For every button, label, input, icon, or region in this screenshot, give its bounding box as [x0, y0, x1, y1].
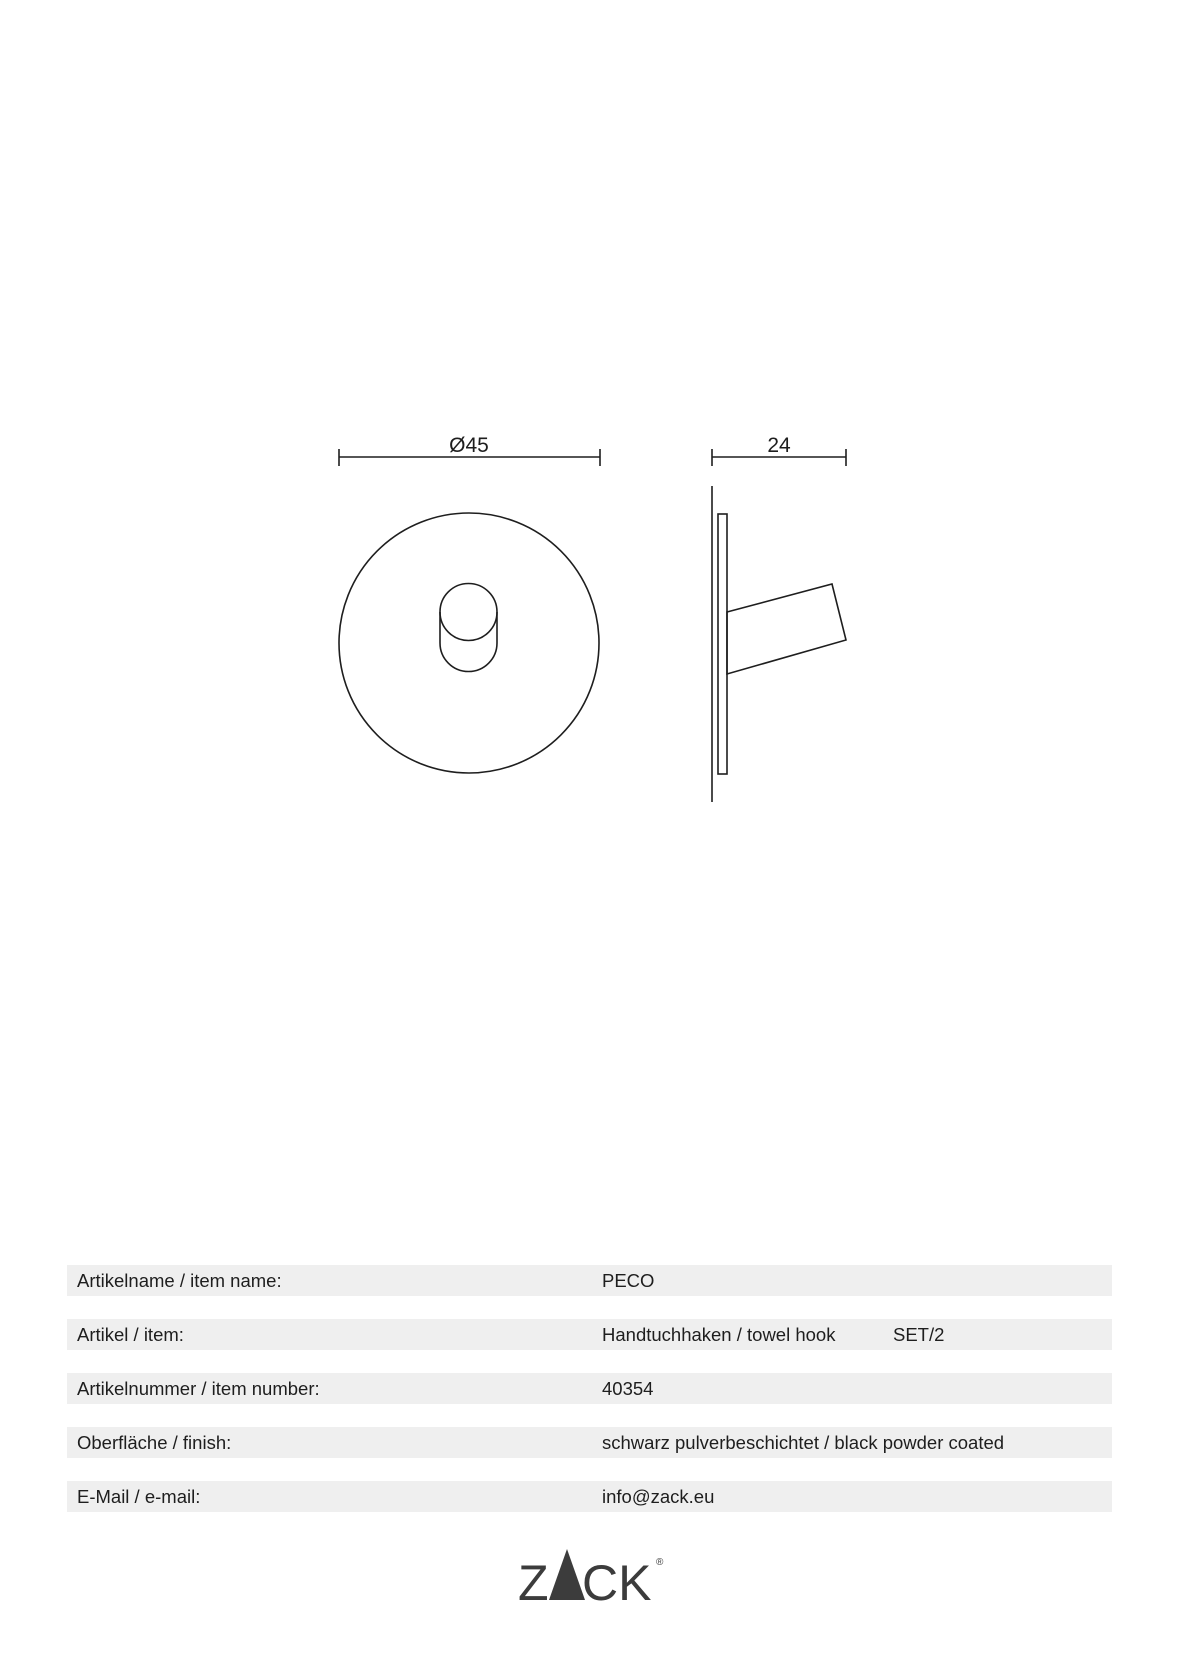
spec-label: Artikelname / item name:: [77, 1270, 282, 1291]
base-plate: [718, 514, 727, 774]
logo-letters-ck: CK: [582, 1555, 652, 1605]
rosette-circle: [339, 513, 599, 773]
logo-triangle-a: [549, 1549, 585, 1600]
specification-table: [67, 1265, 1112, 1535]
spec-email-link[interactable]: info@zack.eu: [602, 1486, 715, 1507]
spec-row-finish: [67, 1427, 1112, 1458]
front-view-dimension-label: Ø45: [449, 434, 489, 457]
logo-registered-mark: ®: [656, 1557, 664, 1568]
spec-value: 40354: [602, 1378, 654, 1399]
spec-row-item-name: [67, 1265, 1112, 1296]
logo-letter-z: Z: [518, 1555, 549, 1605]
spec-label: Artikelnummer / item number:: [77, 1378, 320, 1399]
hook-pin-top-edge: [440, 612, 497, 641]
spec-set-count: SET/2: [893, 1324, 945, 1345]
spec-label: E-Mail / e-mail:: [77, 1486, 201, 1507]
spec-value: schwarz pulverbeschichtet / black powder coated: [602, 1432, 1005, 1453]
hook-pin-outline: [440, 584, 497, 672]
spec-label: Oberfläche / finish:: [77, 1432, 232, 1453]
side-view: [712, 486, 846, 802]
angled-hook: [727, 584, 846, 674]
spec-label: Artikel / item:: [77, 1324, 184, 1345]
spec-row-item-number: [67, 1373, 1112, 1404]
spec-row-item: [67, 1319, 1112, 1350]
spec-row-email: [67, 1481, 1112, 1512]
front-view: [339, 513, 599, 773]
spec-value: PECO: [602, 1270, 655, 1291]
spec-value: Handtuchhaken / towel hook: [602, 1324, 836, 1345]
zack-logo: [516, 1545, 666, 1605]
side-view-dimension-label: 24: [767, 434, 791, 457]
